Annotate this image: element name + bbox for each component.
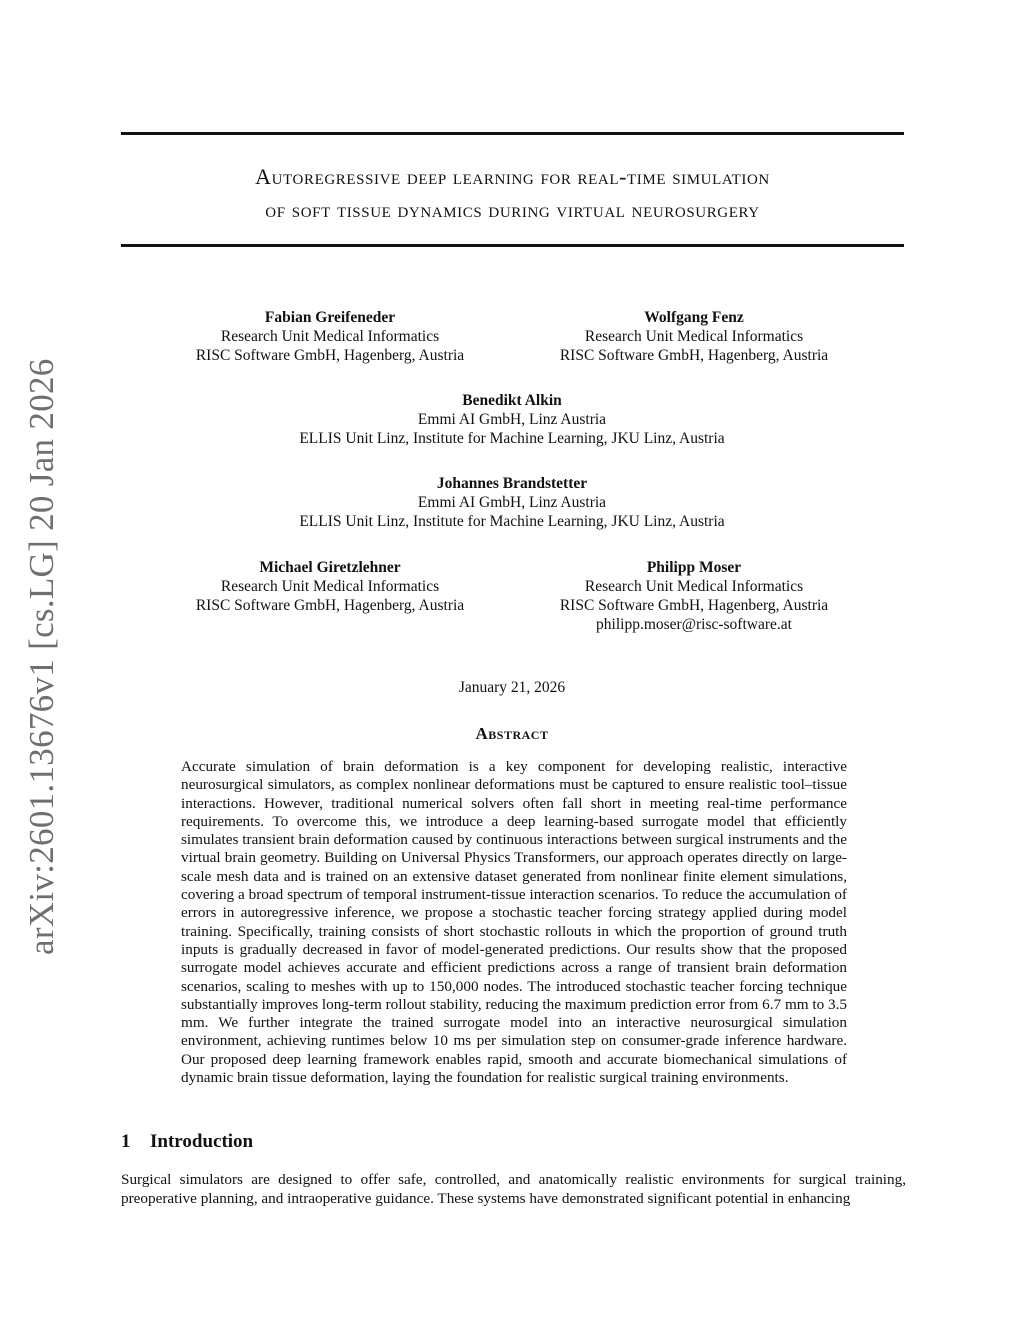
author-block-moser — [544, 558, 844, 634]
paper-title — [121, 160, 904, 226]
author-affiliation: Research Unit Medical Informatics — [584, 328, 804, 345]
author-block-fenz — [544, 308, 844, 365]
author-affiliation: ELLIS Unit Linz, Institute for Machine Learning, JKU Linz, Austria — [299, 513, 725, 530]
author-name: Wolfgang Fenz — [644, 309, 744, 326]
section-heading-introduction — [121, 1131, 253, 1153]
author-name: Michael Giretzlehner — [259, 559, 401, 576]
section-number: 1 — [121, 1131, 131, 1152]
author-affiliation: RISC Software GmbH, Hagenberg, Austria — [195, 347, 465, 364]
author-name: Benedikt Alkin — [462, 392, 562, 409]
author-email[interactable]: philipp.moser@risc-software.at — [596, 616, 792, 633]
author-block-alkin — [262, 391, 762, 448]
author-affiliation: Emmi AI GmbH, Linz Austria — [417, 411, 607, 428]
arxiv-identifier: arXiv:2601.13676v1 [cs.LG] 20 Jan 2026 — [22, 358, 61, 955]
author-name: Fabian Greifeneder — [264, 309, 396, 326]
title-bottom-rule — [121, 244, 904, 247]
introduction-paragraph: Surgical simulators are designed to offer safe, controlled, and anatomically realistic environments for surgical training, preoperative planning, and intraoperative guidance. These systems have demonstrated significant potential in enhancing — [121, 1171, 906, 1207]
title-line-2: of soft tissue dynamics during virtual neurosurgery — [265, 197, 760, 222]
author-affiliation: Emmi AI GmbH, Linz Austria — [417, 494, 607, 511]
author-name: Johannes Brandstetter — [436, 475, 588, 492]
section-title: Introduction — [150, 1131, 254, 1152]
author-affiliation: ELLIS Unit Linz, Institute for Machine Learning, JKU Linz, Austria — [299, 430, 725, 447]
author-affiliation: Research Unit Medical Informatics — [220, 578, 440, 595]
author-block-brandstetter — [262, 474, 762, 531]
author-block-greifeneder — [180, 308, 480, 365]
author-affiliation: RISC Software GmbH, Hagenberg, Austria — [559, 347, 829, 364]
author-affiliation: Research Unit Medical Informatics — [220, 328, 440, 345]
abstract-text: Accurate simulation of brain deformation is a key component for developing realistic, interactive neurosurgical simulators, as complex nonlinear deformations must be captured to ensure realistic tool–tissue interactions. However, traditional numerical solvers often fall short in meeting real-time performance requirements. To overcome this, we introduce a deep learning-based surrogate model that efficiently simulates transient brain deformation caused by continuous interactions between surgical instruments and the virtual brain geometry. Building on Universal Physics Transformers, our approach operates directly on large-scale mesh data and is trained on an extensive dataset generated from nonlinear finite element simulations, covering a broad spectrum of temporal instrument-tissue interaction scenarios. To reduce the accumulation of errors in autoregressive inference, we propose a stochastic teacher forcing strategy applied during model training. Specifically, training consists of short stochastic rollouts in which the proportion of ground truth inputs is gradually decreased in favor of model-generated predictions. Our results show that the proposed surrogate model achieves accurate and efficient predictions across a range of transient brain deformation scenarios, scaling to meshes with up to 150,000 nodes. The introduced stochastic teacher forcing technique substantially improves long-term rollout stability, reducing the maximum prediction error from 6.7 mm to 3.5 mm. We further integrate the trained surrogate model into an interactive neurosurgical simulation environment, achieving runtimes below 10 ms per simulation step on consumer-grade inference hardware. Our proposed deep learning framework enables rapid, smooth and accurate biomechanical simulations of dynamic brain tissue deformation, laying the foundation for realistic surgical training environments. — [181, 758, 847, 1087]
author-affiliation: Research Unit Medical Informatics — [584, 578, 804, 595]
author-affiliation: RISC Software GmbH, Hagenberg, Austria — [195, 597, 465, 614]
author-block-giretzlehner — [180, 558, 480, 615]
abstract-heading: Abstract — [475, 724, 549, 743]
title-line-1: Autoregressive deep learning for real-time simulation — [255, 164, 770, 189]
author-name: Philipp Moser — [646, 559, 742, 576]
author-affiliation: RISC Software GmbH, Hagenberg, Austria — [559, 597, 829, 614]
publication-date: January 21, 2026 — [458, 679, 566, 696]
title-top-rule — [121, 132, 904, 135]
